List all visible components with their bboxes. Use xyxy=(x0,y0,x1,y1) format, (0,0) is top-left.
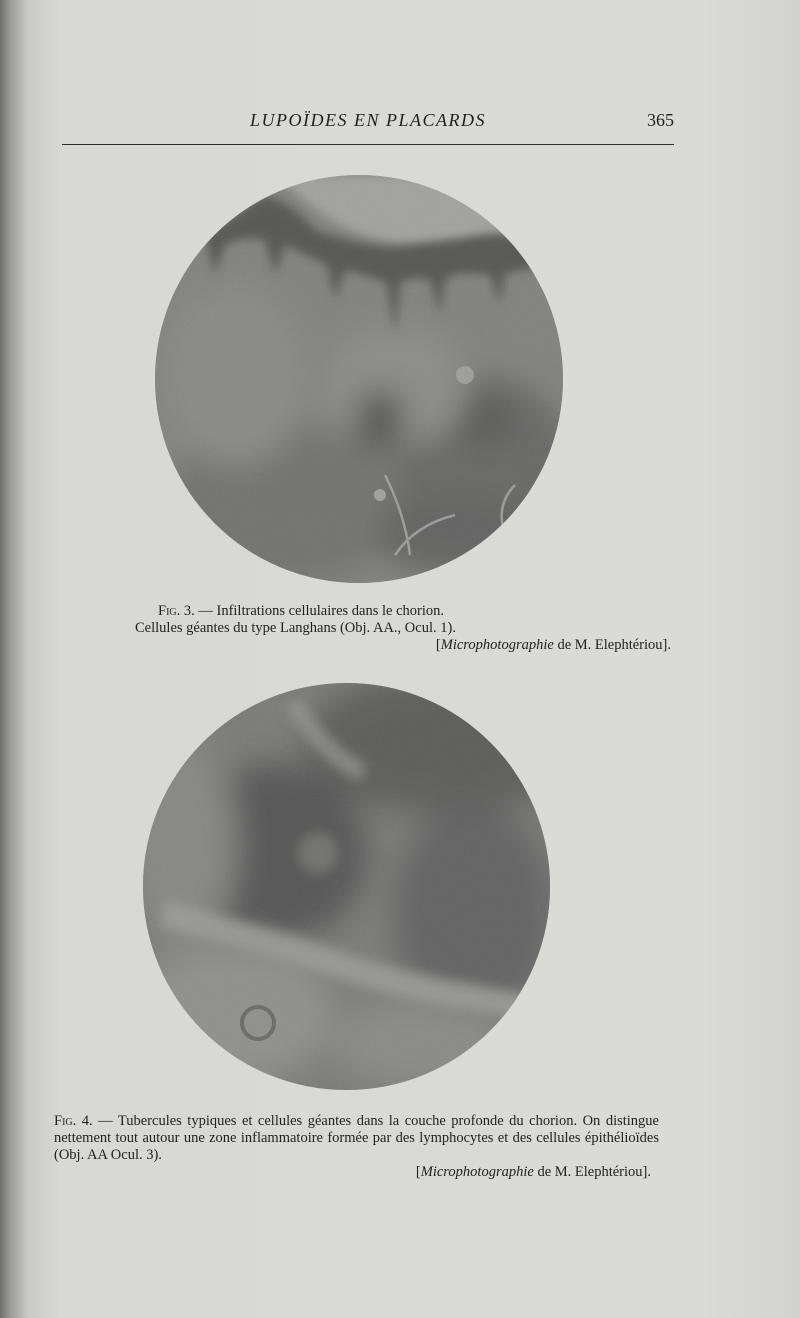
page-header xyxy=(62,104,674,145)
running-title: LUPOÏDES EN PLACARDS xyxy=(250,110,486,130)
figure-3-caption-line-1: Infiltrations cellulaires dans le chorion. xyxy=(216,603,444,619)
figure-4-credit: [Microphotographie de M. Elephtériou]. xyxy=(415,1164,651,1180)
figure-4-caption xyxy=(54,1113,659,1181)
page-number: 365 xyxy=(647,110,674,130)
figure-3-credit: [Microphotographie de M. Elephtériou]. xyxy=(435,637,671,653)
figure-3-label: Fig. 3. xyxy=(158,603,195,619)
figure-3-credit-italic: Microphotographie xyxy=(440,637,554,653)
figure-4-credit-italic: Microphotographie xyxy=(420,1164,534,1180)
figure-4-credit-rest: de M. Elephtériou]. xyxy=(537,1164,651,1180)
figure-3-micrograph xyxy=(155,175,563,583)
figure-4-label: Fig. 4. xyxy=(54,1113,93,1129)
figure-4-caption-text: Tubercules typiques et cellules géantes dans la couche profonde du chorion. On distingue nettement tout autour une zone inflammatoire formée par des lymphocytes et des cellules épithélioïdes (Obj. AA Ocul. 3). xyxy=(54,1113,659,1163)
figure-3-caption xyxy=(135,603,675,654)
figure-4-dash: — xyxy=(98,1113,113,1129)
figure-3-credit-rest: de M. Elephtériou]. xyxy=(557,637,671,653)
figure-4-micrograph xyxy=(143,683,550,1090)
figure-3-caption-line-2: Cellules géantes du type Langhans (Obj. AA., Ocul. 1). xyxy=(135,620,456,636)
figure-3-dash: — xyxy=(198,603,213,619)
